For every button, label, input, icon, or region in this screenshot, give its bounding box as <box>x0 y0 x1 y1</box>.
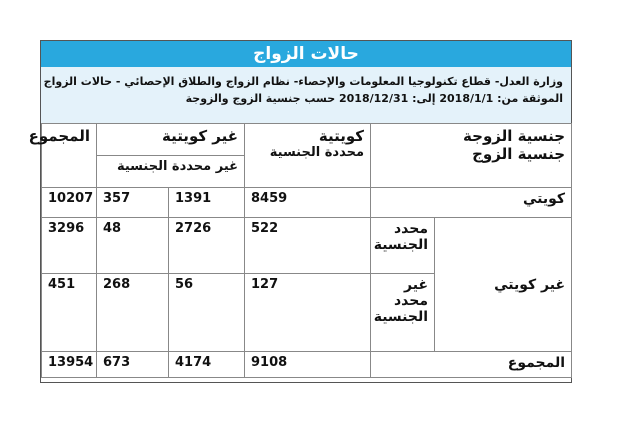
panel-title: حالات الزواج <box>41 41 571 67</box>
subtitle-line-1: وزارة العدل- قطاع تكنولوجيا المعلومات والإحصاء- نظام الزواج والطلاق الإحصائي - حالات الزواج <box>43 75 563 88</box>
row-label-kuwaiti: كويتي <box>371 188 572 218</box>
cell-value: 2726 <box>169 218 245 274</box>
cell-value: 127 <box>245 274 371 352</box>
cell-value: 1391 <box>169 188 245 218</box>
subtitle-line-2: الموثقة من: 2018/1/1 إلى: 2018/12/31 حسب جنسية الزوج والزوجة <box>185 92 563 105</box>
specified-nationality-header: محددة الجنسية <box>269 145 364 160</box>
row-label-unspecified: غير محدد الجنسية <box>371 274 435 352</box>
cell-value: 3296 <box>42 218 97 274</box>
cell-value: 522 <box>245 218 371 274</box>
row-label-total: المجموع <box>371 352 572 378</box>
panel-subtitle <box>41 67 571 123</box>
total-header: المجموع <box>42 124 97 188</box>
kuwaiti-header: كويتية <box>318 127 364 145</box>
cell-value: 4174 <box>169 352 245 378</box>
unspecified-nationality-header: غير محددة الجنسية <box>97 156 245 188</box>
cell-value: 451 <box>42 274 97 352</box>
table-row <box>42 218 572 274</box>
table-row <box>42 188 572 218</box>
cell-value: 10207 <box>42 188 97 218</box>
cell-value: 8459 <box>245 188 371 218</box>
statistics-panel <box>28 40 572 383</box>
wife-nationality-header: جنسية الزوجة <box>463 127 566 145</box>
row-label-non-kuwaiti: غير كويتي <box>435 218 572 352</box>
cell-value: 673 <box>97 352 169 378</box>
marriage-table <box>28 123 572 378</box>
cell-value: 56 <box>169 274 245 352</box>
cell-value: 357 <box>97 188 169 218</box>
cell-value: 13954 <box>42 352 97 378</box>
kuwaiti-header-cell <box>245 124 371 188</box>
corner-header-cell <box>371 124 572 188</box>
cell-value: 268 <box>97 274 169 352</box>
table-row <box>42 352 572 378</box>
cell-value: 9108 <box>245 352 371 378</box>
row-label-specified: محدد الجنسية <box>371 218 435 274</box>
non-kuwaiti-header: غير كويتية <box>97 124 245 156</box>
husband-nationality-header: جنسية الزوج <box>472 145 566 163</box>
cell-value: 48 <box>97 218 169 274</box>
